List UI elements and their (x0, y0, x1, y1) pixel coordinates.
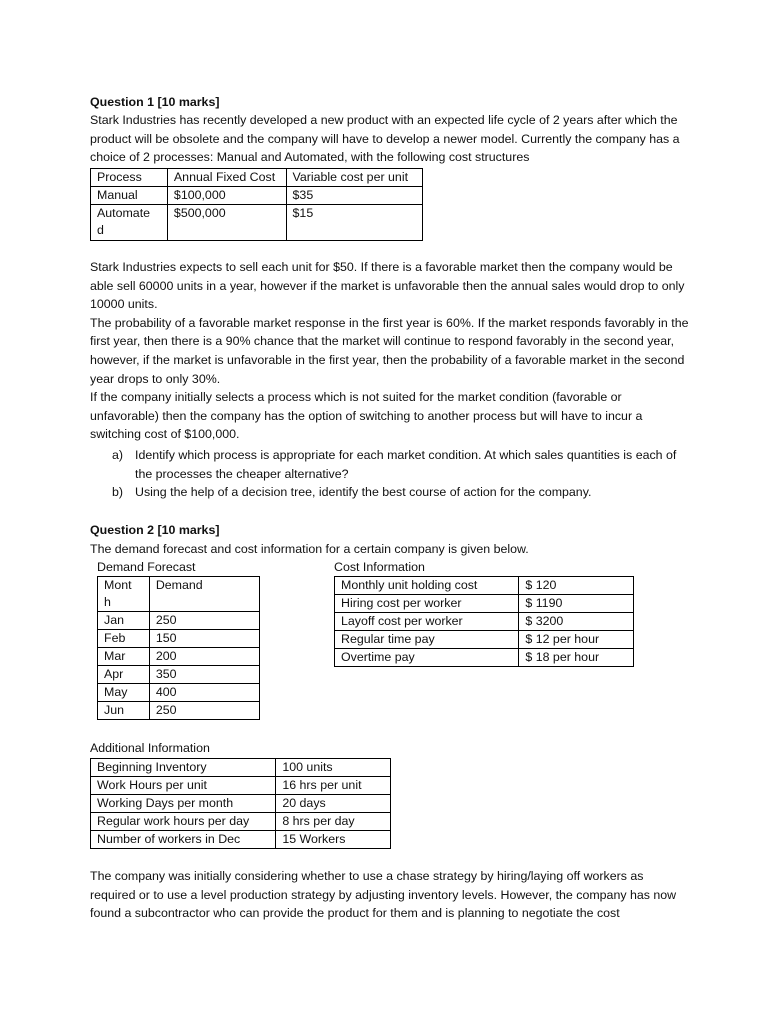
question-1-body (90, 258, 690, 444)
question-2-intro: The demand forecast and cost information for a certain company is given below. (90, 542, 529, 556)
table-row (91, 777, 391, 795)
table-row (98, 684, 260, 702)
table-cell: Layoff cost per worker (335, 613, 519, 631)
demand-forecast-table (97, 576, 260, 720)
table-cell: Working Days per month (91, 795, 276, 813)
table-cell: $ 1190 (519, 595, 634, 613)
table-cell: May (98, 684, 150, 702)
table-row (91, 813, 391, 831)
table-cell: $ 18 per hour (519, 649, 634, 667)
table-cell: Jan (98, 612, 150, 630)
table-cell: 250 (149, 612, 259, 630)
table-cell: Overtime pay (335, 649, 519, 667)
table-cell: 150 (149, 630, 259, 648)
table-row (98, 648, 260, 666)
table-cell: 350 (149, 666, 259, 684)
table-cell: 250 (149, 702, 259, 720)
table-header-cell: Mont h (98, 577, 150, 612)
table-cell: Regular work hours per day (91, 813, 276, 831)
table-row (91, 759, 391, 777)
table-cell: Regular time pay (335, 631, 519, 649)
table-cell: $15 (286, 205, 422, 241)
table-cell: $100,000 (167, 187, 286, 205)
table-row (98, 666, 260, 684)
table-cell: 200 (149, 648, 259, 666)
question-1-heading: Question 1 [10 marks] (90, 95, 220, 109)
list-item (90, 483, 680, 502)
table-row (91, 187, 423, 205)
additional-information-table (90, 758, 391, 849)
list-item-text: Using the help of a decision tree, identify the best course of action for the company. (135, 485, 592, 500)
table-cell: $35 (286, 187, 422, 205)
table-row (91, 205, 423, 241)
table-cell: $500,000 (167, 205, 286, 241)
table-header-cell: Process (91, 169, 168, 187)
table-cell: 8 hrs per day (276, 813, 391, 831)
paragraph: The probability of a favorable market response in the first year is 60%. If the market responds favorably in the first year, then there is a 90% chance that the market will continue to respond favorably in the second year, however, if the market is unfavorable in the first year, then the probability of a favorable market in the second year drops to only 30%. (90, 315, 689, 386)
list-item-marker: b) (112, 485, 124, 500)
table-cell: 100 units (276, 759, 391, 777)
table-cell: 20 days (276, 795, 391, 813)
question-1-subparts (90, 446, 680, 502)
table-row (335, 631, 634, 649)
table-row (98, 702, 260, 720)
table-cell: $ 3200 (519, 613, 634, 631)
list-item-text: Identify which process is appropriate for each market condition. At which sales quantities is each of the processes the cheaper alternative? (135, 448, 677, 481)
table-cell: Automate d (91, 205, 168, 241)
table-header-cell: Variable cost per unit (286, 169, 422, 187)
table-cell: 16 hrs per unit (276, 777, 391, 795)
process-cost-table (90, 168, 423, 241)
table-cell: 15 Workers (276, 831, 391, 849)
question-2-closing (90, 867, 690, 923)
table-cell: Jun (98, 702, 150, 720)
table-row (335, 613, 634, 631)
table-header-row (91, 169, 423, 187)
paragraph: The company was initially considering whether to use a chase strategy by hiring/laying off workers as required or to use a level production strategy by adjusting inventory levels. However, the company has now found a subcontractor who can provide the product for them and is planning to negotiate the cost (90, 869, 677, 921)
table-row (91, 795, 391, 813)
cost-information-label: Cost Information (334, 560, 425, 574)
table-row (91, 831, 391, 849)
table-header-cell: Annual Fixed Cost (167, 169, 286, 187)
question-1-intro (90, 111, 690, 167)
table-cell: Mar (98, 648, 150, 666)
table-cell: Apr (98, 666, 150, 684)
table-cell: Monthly unit holding cost (335, 577, 519, 595)
table-cell: Beginning Inventory (91, 759, 276, 777)
cost-information-table (334, 576, 634, 667)
table-cell: Feb (98, 630, 150, 648)
table-row (98, 630, 260, 648)
table-row (335, 649, 634, 667)
table-header-row (98, 577, 260, 612)
paragraph: Stark Industries expects to sell each unit for $50. If there is a favorable market then the company would be able sell 60000 units in a year, however if the market is unfavorable then the annual sales would drop to only 10000 units. (90, 260, 685, 312)
table-cell: Hiring cost per worker (335, 595, 519, 613)
demand-forecast-label: Demand Forecast (97, 560, 196, 574)
list-item-marker: a) (112, 448, 124, 462)
table-row (335, 595, 634, 613)
table-cell: Manual (91, 187, 168, 205)
question-1-intro-text: Stark Industries has recently developed a new product with an expected life cycle of 2 years after which the product will be obsolete and the company will have to develop a newer model. Currently the company has a choice of 2 processes: Manual and Automated, with the following cost structures (90, 113, 680, 165)
table-header-cell: Demand (149, 577, 259, 612)
table-cell: $ 120 (519, 577, 634, 595)
paragraph: If the company initially selects a process which is not suited for the market condition (favorable or unfavorable) then the company has the option of switching to another process but will have to incur a switching cost of $100,000. (90, 390, 643, 442)
table-row (335, 577, 634, 595)
list-item (90, 446, 680, 483)
table-row (98, 612, 260, 630)
table-cell: 400 (149, 684, 259, 702)
question-2-heading: Question 2 [10 marks] (90, 523, 220, 537)
table-cell: Number of workers in Dec (91, 831, 276, 849)
table-cell: $ 12 per hour (519, 631, 634, 649)
table-cell: Work Hours per unit (91, 777, 276, 795)
additional-information-label: Additional Information (90, 741, 210, 755)
